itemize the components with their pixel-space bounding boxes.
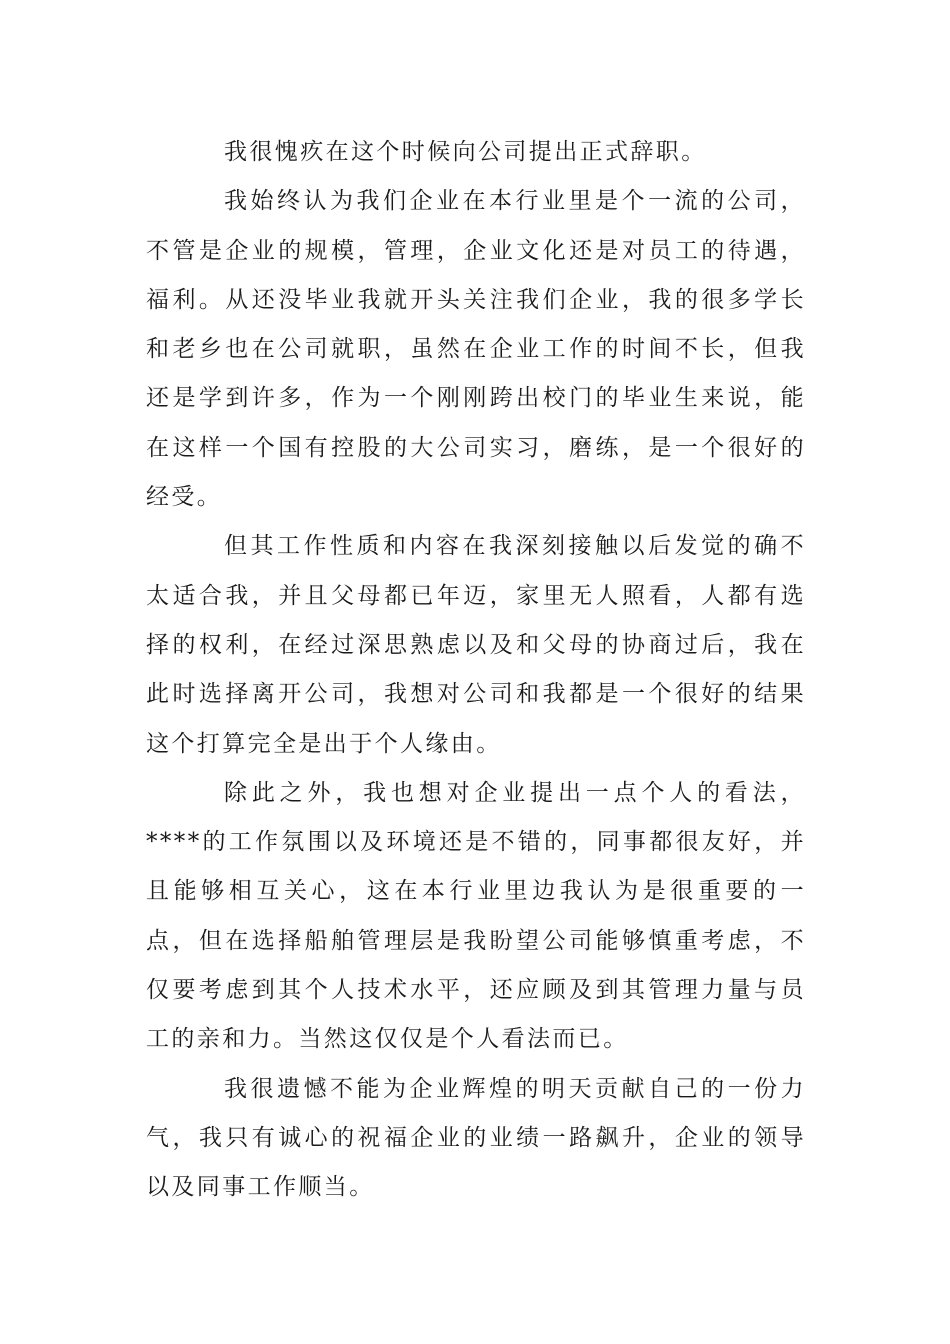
- paragraph-3: 但其工作性质和内容在我深刻接触以后发觉的确不太适合我，并且父母都已年迈，家里无人照看，人都有选择的权利，在经过深思熟虑以及和父母的协商过后，我在此时选择离开公司，我想对公司和我都是一个很好的结果这个打算完全是出于个人缘由。: [146, 533, 806, 757]
- paragraph-4: 除此之外，我也想对企业提出一点个人的看法，****的工作氛围以及环境还是不错的，同事都很友好，并且能够相互关心，这在本行业里边我认为是很重要的一点，但在选择船舶管理层是我盼望公司能够慎重考虑，不仅要考虑到其个人技术水平，还应顾及到其管理力量与员工的亲和力。当然这仅仅是个人看法而已。: [146, 779, 806, 1053]
- paragraph-5: 我很遗憾不能为企业辉煌的明天贡献自己的一份力气，我只有诚心的祝福企业的业绩一路飙升，企业的领导以及同事工作顺当。: [146, 1075, 806, 1201]
- paragraph-1: 我很愧疚在这个时候向公司提出正式辞职。: [224, 139, 707, 165]
- document-body: [146, 128, 806, 1213]
- paragraph-2: 我始终认为我们企业在本行业里是个一流的公司，不管是企业的规模，管理，企业文化还是对员工的待遇，福利。从还没毕业我就开头关注我们企业，我的很多学长和老乡也在公司就职，虽然在企业工作的时间不长，但我还是学到许多，作为一个刚刚跨出校门的毕业生来说，能在这样一个国有控股的大公司实习，磨练，是一个很好的经受。: [146, 188, 806, 511]
